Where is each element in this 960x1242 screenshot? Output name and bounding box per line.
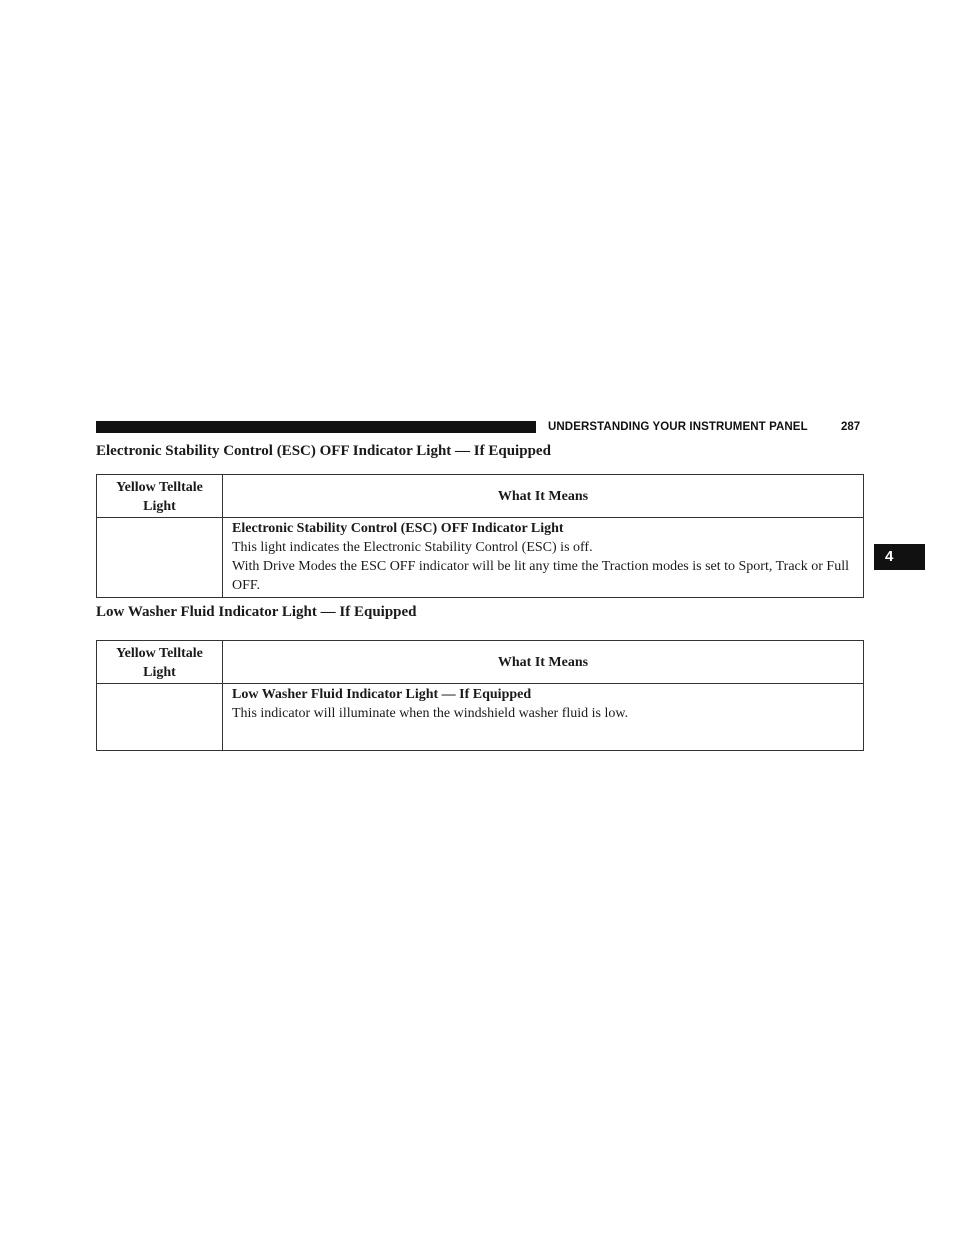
telltale-table-esc-off bbox=[96, 474, 864, 598]
table-row bbox=[97, 518, 864, 598]
section-heading-esc-off: Electronic Stability Control (ESC) OFF Indicator Light — If Equipped bbox=[96, 443, 551, 459]
page-number: 287 bbox=[841, 421, 861, 433]
column-header-telltale: Yellow Telltale Light bbox=[97, 475, 223, 518]
telltale-icon-cell bbox=[97, 518, 223, 598]
table-header-row bbox=[97, 475, 864, 518]
telltale-table-low-washer-fluid bbox=[96, 640, 864, 751]
column-header-meaning: What It Means bbox=[223, 475, 864, 518]
entry-text: With Drive Modes the ESC OFF indicator will be lit any time the Traction modes is set to Sport, Track or Full OFF. bbox=[232, 559, 849, 593]
telltale-icon-cell bbox=[97, 684, 223, 751]
meaning-cell bbox=[223, 518, 864, 598]
running-header-title: UNDERSTANDING YOUR INSTRUMENT PANEL bbox=[548, 421, 808, 433]
meaning-cell bbox=[223, 684, 864, 751]
column-header-telltale: Yellow Telltale Light bbox=[97, 641, 223, 684]
column-header-meaning: What It Means bbox=[223, 641, 864, 684]
entry-text: This indicator will illuminate when the windshield washer fluid is low. bbox=[232, 706, 629, 721]
header-rule bbox=[96, 421, 536, 433]
table-row bbox=[97, 684, 864, 751]
section-heading-low-washer-fluid: Low Washer Fluid Indicator Light — If Equipped bbox=[96, 604, 417, 620]
table-header-row bbox=[97, 641, 864, 684]
chapter-tab: 4 bbox=[874, 544, 925, 570]
entry-text: This light indicates the Electronic Stability Control (ESC) is off. bbox=[232, 540, 593, 555]
entry-title: Low Washer Fluid Indicator Light — If Equipped bbox=[232, 687, 532, 702]
entry-title: Electronic Stability Control (ESC) OFF Indicator Light bbox=[232, 521, 564, 536]
